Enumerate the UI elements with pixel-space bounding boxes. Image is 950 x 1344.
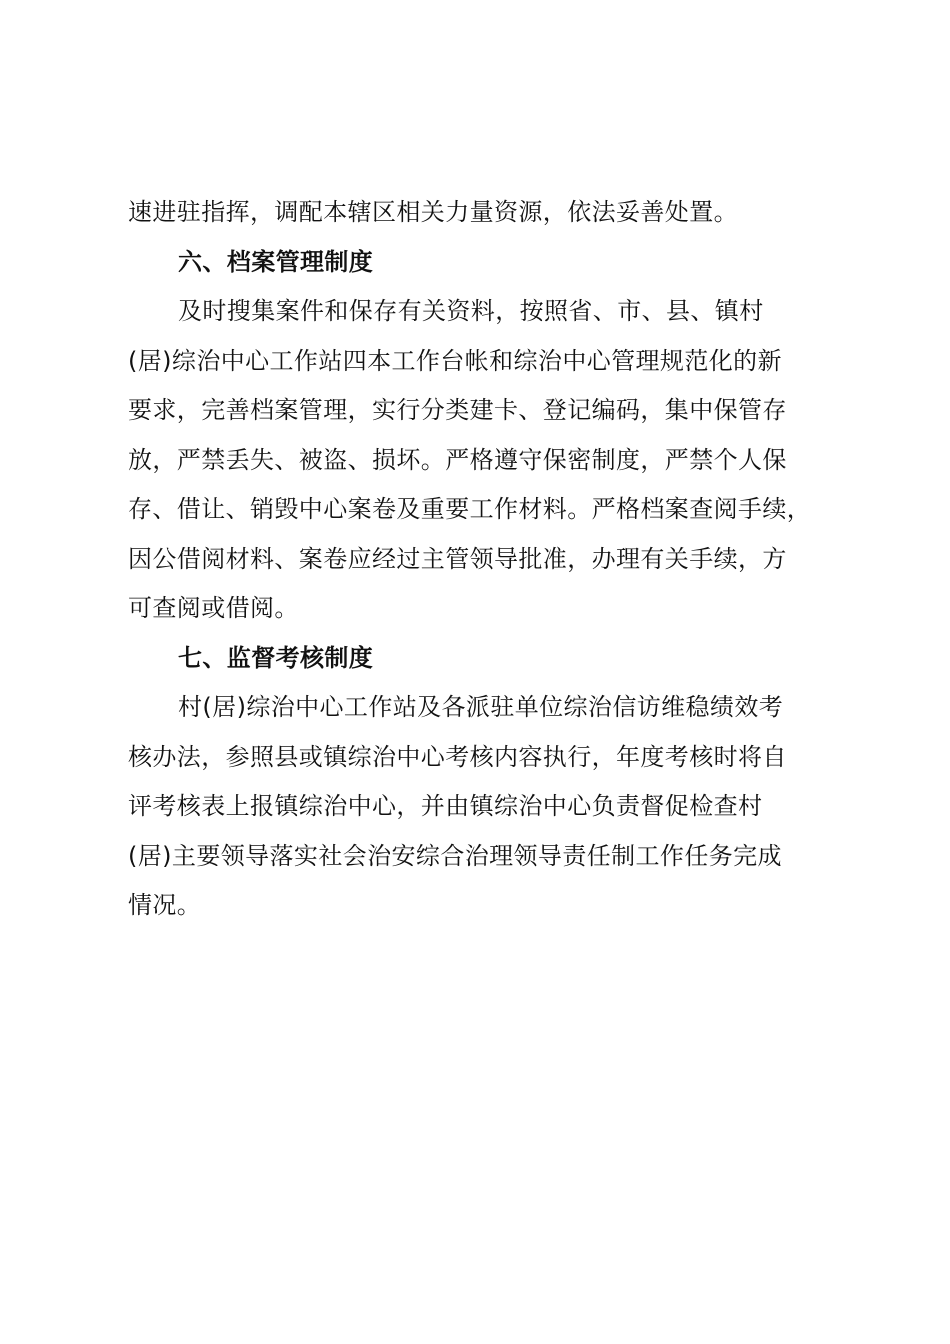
paragraph-line: (居)综治中心工作站四本工作台帐和综治中心管理规范化的新 xyxy=(128,346,782,375)
section-heading-archive: 六、档案管理制度 xyxy=(178,247,374,276)
paragraph-line: 要求，完善档案管理，实行分类建卡、登记编码，集中保管存 xyxy=(128,396,787,424)
paragraph-line: 放，严禁丢失、被盗、损坏。严格遵守保密制度，严禁个人保 xyxy=(128,445,787,474)
paragraph-line: 及时搜集案件和保存有关资料，按照省、市、县、镇村 xyxy=(178,297,764,325)
paragraph-line: 可查阅或借阅。 xyxy=(128,594,299,622)
paragraph-line: 因公借阅材料、案卷应经过主管领导批准，办理有关手续，方 xyxy=(128,544,787,573)
paragraph-line: (居)主要领导落实社会治安综合治理领导责任制工作任务完成 xyxy=(128,841,782,870)
paragraph-line: 核办法，参照县或镇综治中心考核内容执行，年度考核时将自 xyxy=(128,742,787,771)
section-heading-supervision: 七、监督考核制度 xyxy=(178,643,374,672)
paragraph-line: 情况。 xyxy=(128,891,202,919)
continuation-line: 速进驻指挥，调配本辖区相关力量资源，依法妥善处置。 xyxy=(128,198,738,226)
paragraph-line: 评考核表上报镇综治中心，并由镇综治中心负责督促检查村 xyxy=(128,792,763,820)
document-body xyxy=(128,188,828,931)
paragraph-line: 村(居)综治中心工作站及各派驻单位综治信访维稳绩效考 xyxy=(178,693,784,721)
paragraph-line: 存、借让、销毁中心案卷及重要工作材料。严格档案查阅手续， xyxy=(128,495,812,523)
